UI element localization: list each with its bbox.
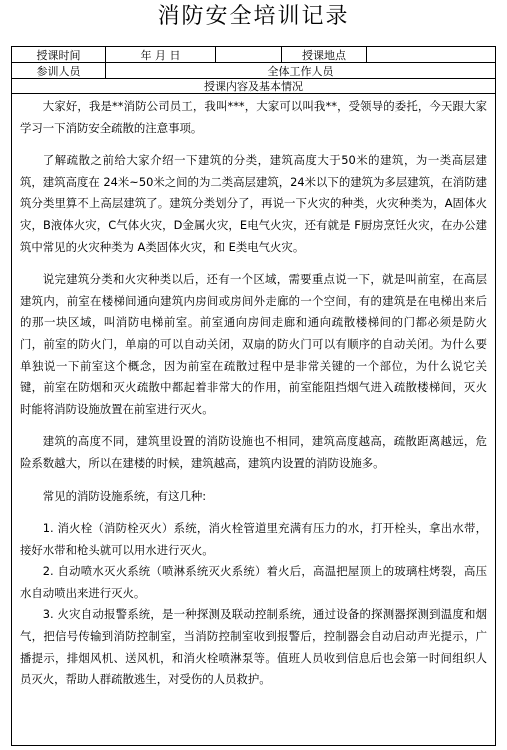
participants-value: 全体工作人员 xyxy=(105,63,495,78)
time-label: 授课时间 xyxy=(36,48,81,62)
training-content xyxy=(12,92,495,691)
list-item-sprinkler: 2. 自动喷水灭火系统（喷淋系统灭火系统）着火后，高温把屋顶上的玻璃柱烤裂，高压水自动喷出来进行灭火。 xyxy=(20,564,487,600)
paragraph-height-facilities: 建筑的高度不同，建筑里设置的消防设施也不相同，建筑高度越高，疏散距离越远，危险系数越大，所以在建楼的时候，建筑越高，建筑内设置的消防设施多。 xyxy=(20,434,487,470)
participants-label: 参训人员 xyxy=(36,64,81,78)
list-item-hydrant: 1. 消火栓（消防栓灭火）系统，消火栓管道里充满有压力的水，打开栓头，拿出水带，接好水带和枪头就可以用水进行灭火。 xyxy=(20,521,487,557)
list-item-alarm: 3. 火灾自动报警系统，是一种探测及联动控制系统，通过设备的探测器探测到温度和烟气，把信号传输到消防控制室，当消防控制室收到报警后，控制器会自动启动声光提示，广播提示，排烟风机、送风机，和消火栓喷淋泵等。值班人员收到信息后也会第一时间组织人员灭火，帮助人群疏散逃生，对受伤的人员救护。 xyxy=(20,607,487,687)
paragraph-intro: 大家好，我是**消防公司员工，我叫***，大家可以叫我**，受领导的委托，今天跟大家学习一下消防安全疏散的注意事项。 xyxy=(20,99,487,135)
time-value-blank xyxy=(215,47,281,62)
paragraph-building-classes: 了解疏散之前给大家介绍一下建筑的分类，建筑高度大于50米的建筑，为一类高层建筑，建筑高度在 24米~50米之间的为二类高层建筑，24米以下的建筑为多层建筑，在消防建筑分类里算不上高层建筑了。建筑分类划分了，再说一下火灾的种类，火灾种类为，A固体火灾，B液体火灾，C气体火灾，D金属火灾，E电气火灾，还有就是 F厨房烹饪火灾，在办公建筑中常见的火灾种类为 A类固体火灾，和 E类电气火灾。 xyxy=(20,153,487,254)
record-table xyxy=(11,46,496,746)
time-place-row xyxy=(12,47,495,63)
time-value: 年 月 日 xyxy=(105,47,215,62)
place-value xyxy=(366,47,495,62)
section-title: 授课内容及基本情况 xyxy=(204,80,303,93)
paragraph-front-room: 说完建筑分类和火灾种类以后，还有一个区域，需要重点说一下，就是叫前室，在高层建筑内，前室在楼梯间通向建筑内房间或房间外走廊的一个空间，有的建筑是在电梯出来后的那一块区域，叫消防电梯前室。前室通向房间走廊和通向疏散楼梯间的门都必须是防火门，前室的防火门，单扇的可以自动关闭，双扇的防火门可以有顺序的自动关闭。为什么要单独说一下前室这个概念，因为前室在疏散过程中是非常关键的一个部位，为什么说它关键，前室在防烟和灭火疏散中都起着非常大的作用，前室能阻挡烟气进入疏散楼梯间，灭火时能将消防设施放置在前室进行灭火。 xyxy=(20,272,487,416)
place-label: 授课地点 xyxy=(281,47,366,62)
participants-row xyxy=(12,63,495,79)
page-title: 消防安全培训记录 xyxy=(157,4,350,29)
paragraph-systems-intro: 常见的消防设施系统，有这几种: xyxy=(42,488,207,503)
